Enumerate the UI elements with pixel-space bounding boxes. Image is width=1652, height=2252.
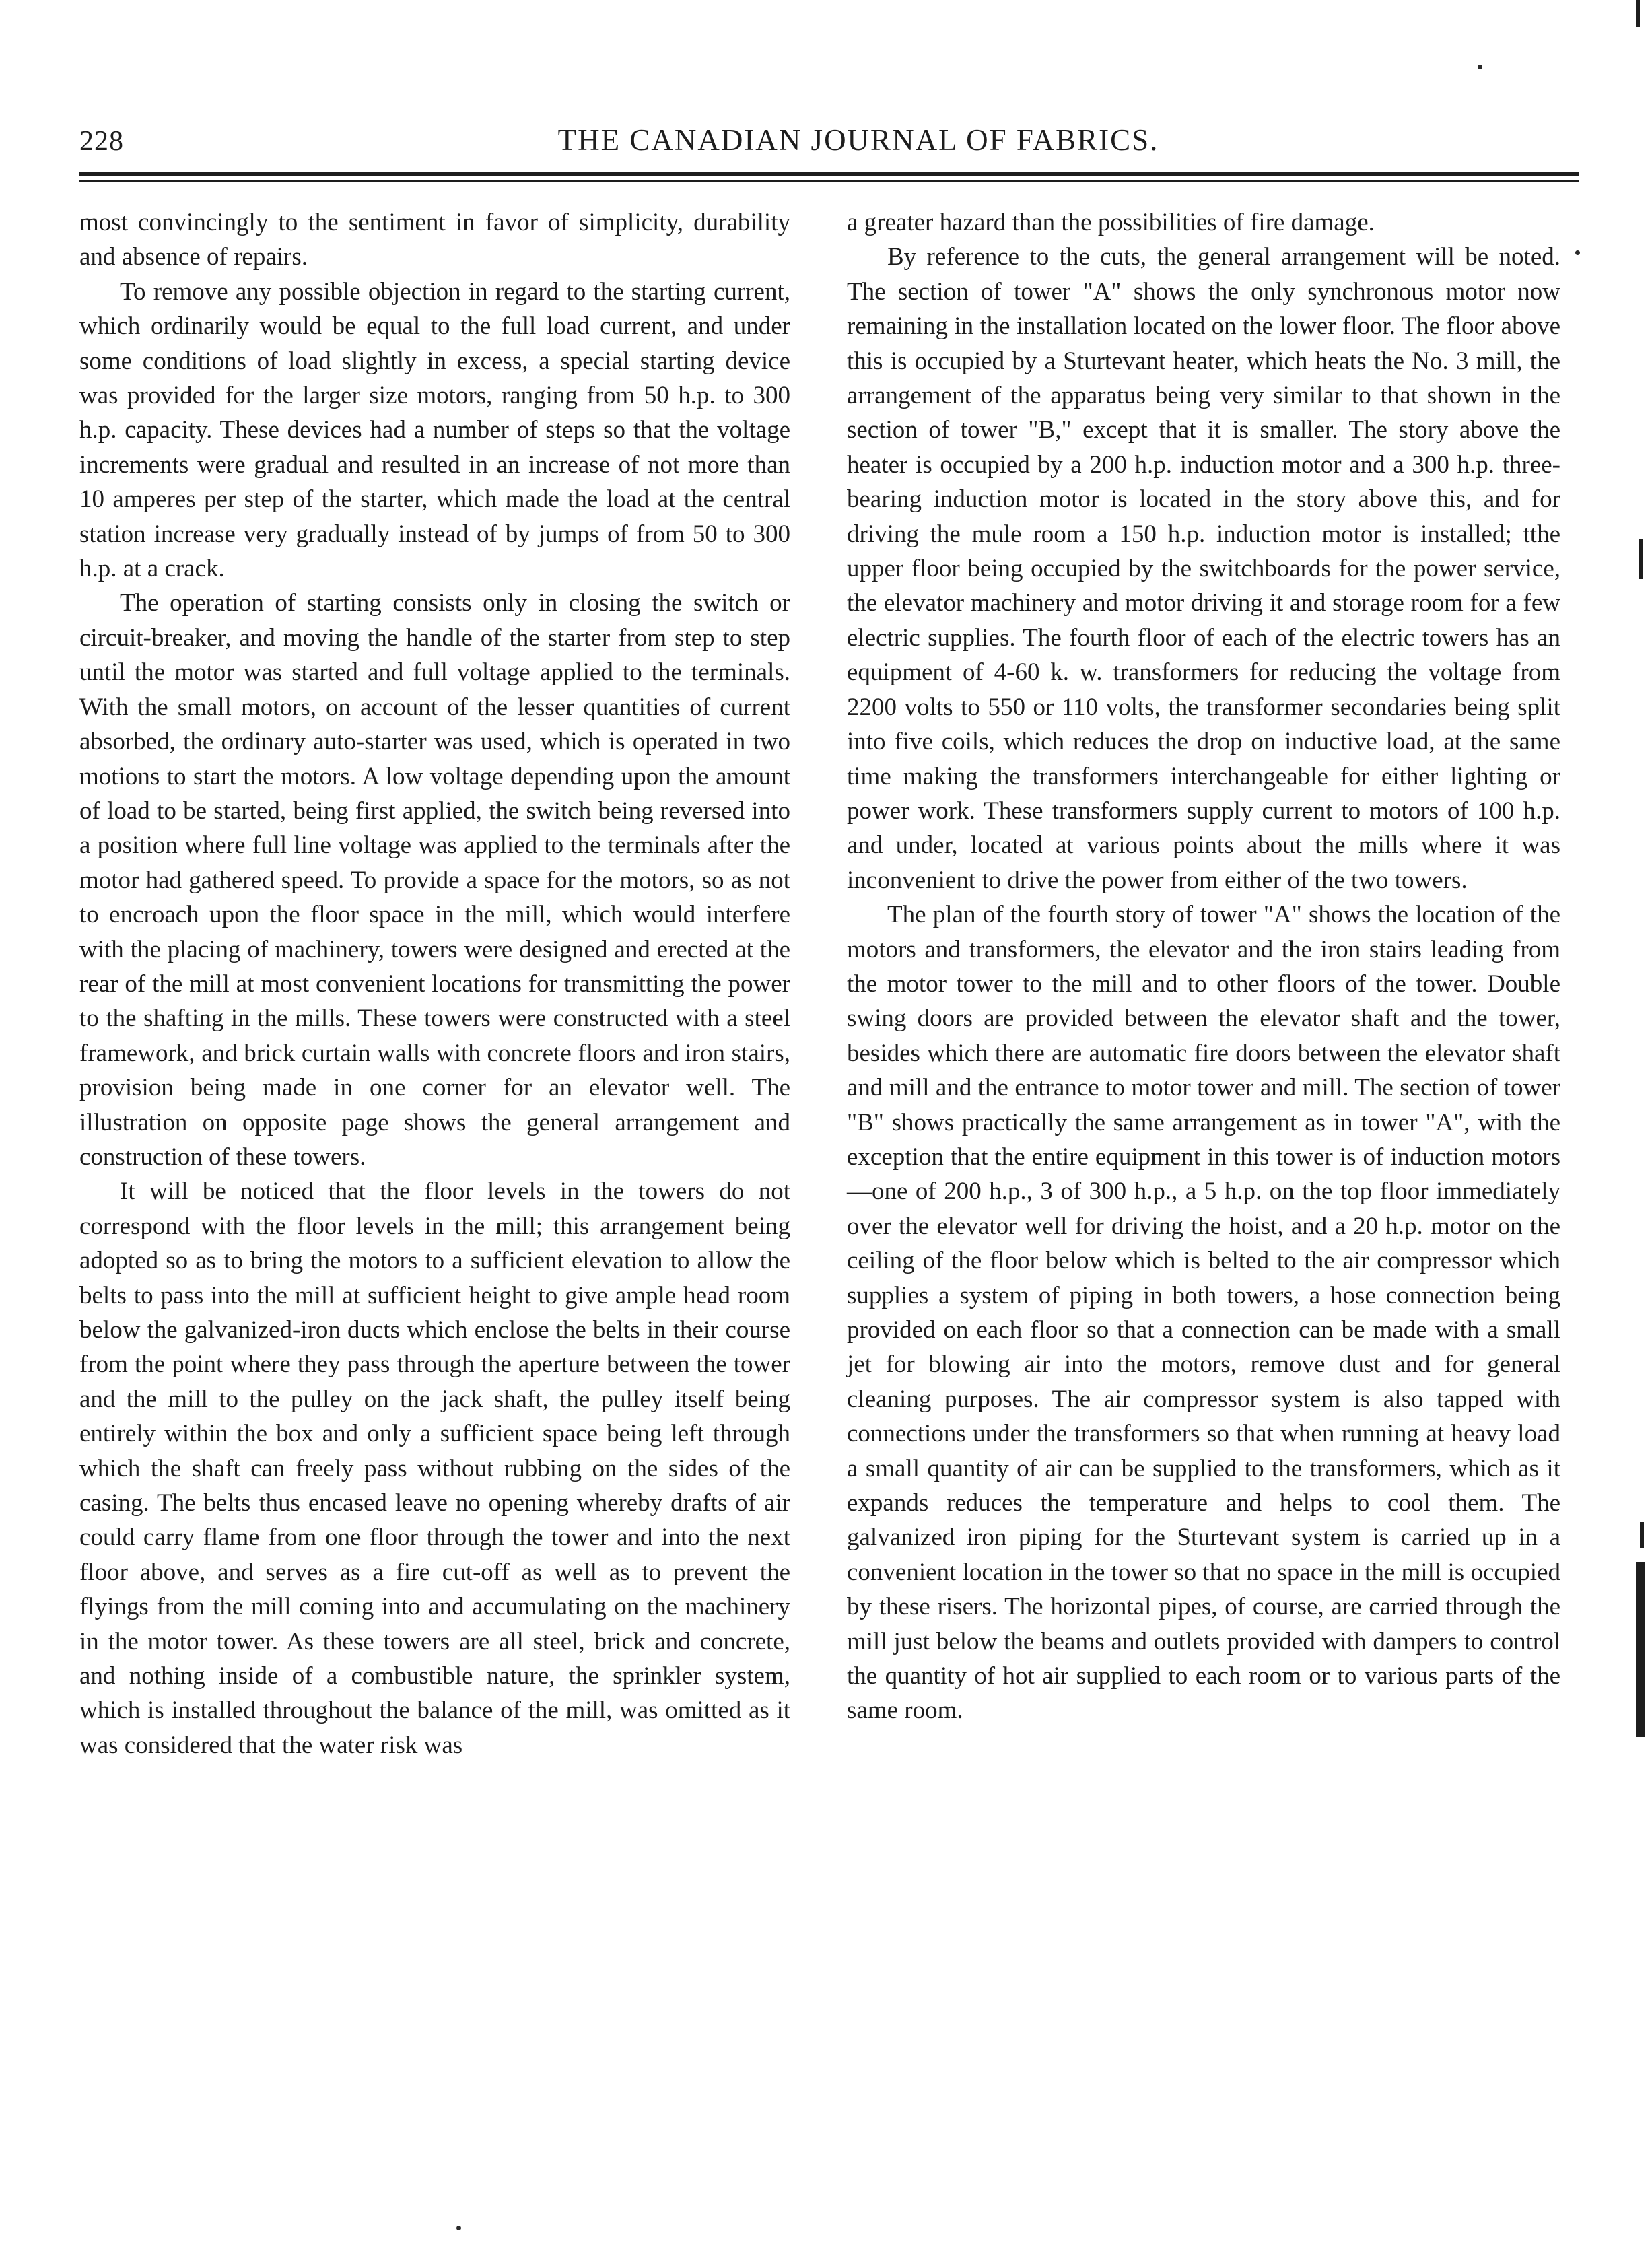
paragraph: By reference to the cuts, the general arrangement will be noted. The section of tower "A" shows the only synchronous motor now remaining in the installation located on the lower floor. The floor above this is occupied by a Sturtevant heater, which heats the No. 3 mill, the arrangement of the apparatus being very similar to that shown in the section of tower "B," except that it is smaller. The story above the heater is occupied by a 200 h.p. induction motor and a 300 h.p. three-bearing induction motor is located in the story above this, and for driving the mule room a 150 h.p. induction motor is installed; tthe upper floor being occupied by the switchboards for the power service, the elevator machinery and motor driving it and storage room for a few electric supplies. The fourth floor of each of the electric towers has an equipment of 4-60 k. w. transformers for reducing the voltage from 2200 volts to 550 or 110 volts, the transformer secondaries being split into five coils, which reduces the drop on inductive load, at the same time making the transformers interchangeable for either lighting or power work. These transformers supply current to motors of 100 h.p. and under, located at various points about the mills where it was inconvenient to drive the power from either of the two towers.: [847, 243, 1560, 894]
page-number: 228: [79, 126, 124, 157]
paragraph: The plan of the fourth story of tower "A" shows the location of the motors and transformers, the elevator and the iron stairs leading from the motor tower to the mill and to other floors of the tower. Double swing doors are provided between the elevator shaft and the tower, besides which there are automatic fire doors between the elevator shaft and mill and the entrance to motor tower and mill. The section of tower "B" shows practically the same arrangement as in tower "A", with the exception that the entire equipment in this tower is of induction motors—one of 200 h.p., 3 of 300 h.p., a 5 h.p. on the top floor immediately over the elevator well for driving the hoist, and a 20 h.p. motor on the ceiling of the floor below which is belted to the air compressor which supplies a system of piping in both towers, a hose connection being provided on each floor so that a connection can be made with a small jet for blowing air into the motors, remove dust and for general cleaning purposes. The air compressor system is also tapped with connections under the transformers so that when running at heavy load a small quantity of air can be supplied to the transformers, which as it expands reduces the temperature and helps to cool them. The galvanized iron piping for the Sturtevant system is carried up in a convenient location in the tower so that no space in the mill is occupied by these risers. The horizontal pipes, of course, are carried through the mill just below the beams and outlets provided with dampers to control the quantity of hot air supplied to each room or to various parts of the same room.: [847, 901, 1560, 1725]
paragraph: most convincingly to the sentiment in favor of simplicity, durability and absence of repairs.: [79, 209, 790, 271]
header-rule-thin: [79, 180, 1579, 182]
scan-speck: [456, 2226, 461, 2230]
binding-mark: [1636, 0, 1640, 27]
paragraph: a greater hazard than the possibilities of fire damage.: [847, 209, 1375, 236]
paragraph: To remove any possible objection in regard to the starting current, which ordinarily would be equal to the full load current, and under some conditions of load slightly in excess, a special starting device was provided for the larger size motors, ranging from 50 h.p. to 300 h.p. capacity. These devices had a number of steps so that the voltage increments were gradual and resulted in an increase of not more than 10 amperes per step of the starter, which made the load at the central station increase very gradually instead of by jumps of from 50 to 300 h.p. at a crack.: [79, 277, 790, 583]
binding-mark: [1639, 539, 1643, 579]
header-rule-thick: [79, 172, 1579, 176]
scan-speck: [1478, 65, 1482, 69]
left-column: [79, 205, 790, 1763]
binding-mark: [1640, 1522, 1644, 1548]
right-column: [847, 205, 1560, 1728]
journal-title: THE CANADIAN JOURNAL OF FABRICS.: [557, 123, 1159, 157]
scan-speck: [1575, 250, 1580, 255]
paragraph: It will be noticed that the floor levels in the towers do not correspond with the floor levels in the mill; this arrangement being adopted so as to bring the motors to a sufficient elevation to allow the belts to pass into the mill at sufficient height to give ample head room below the galvanized-iron ducts which enclose the belts in their course from the point where they pass through the aperture between the tower and the mill to the pulley on the jack shaft, the pulley itself being entirely within the box and only a sufficient space being left through which the shaft can freely pass without rubbing on the sides of the casing. The belts thus encased leave no opening whereby drafts of air could carry flame from one floor through the tower and into the next floor above, and serves as a fire cut-off as well as to prevent the flyings from the mill coming into and accumulating on the machinery in the motor tower. As these towers are all steel, brick and concrete, and nothing inside of a combustible nature, the sprinkler system, which is installed throughout the balance of the mill, was omitted as it was considered that the water risk was: [79, 1178, 790, 1759]
paragraph: The operation of starting consists only in closing the switch or circuit-breaker, and moving the handle of the starter from step to step until the motor was started and full voltage applied to the terminals. With the small motors, on account of the lesser quantities of current absorbed, the ordinary auto-starter was used, which is operated in two motions to start the motors. A low voltage depending upon the amount of load to be started, being first applied, the switch being reversed into a position where full line voltage was applied to the terminals after the motor had gathered speed. To provide a space for the motors, so as not to encroach upon the floor space in the mill, which would interfere with the placing of machinery, towers were designed and erected at the rear of the mill at most convenient locations for transmitting the power to the shafting in the mills. These towers were constructed with a steel framework, and brick curtain walls with concrete floors and iron stairs, provision being made in one corner for an elevator well. The illustration on opposite page shows the general arrangement and construction of these towers.: [79, 589, 790, 1171]
binding-mark: [1636, 1562, 1645, 1737]
